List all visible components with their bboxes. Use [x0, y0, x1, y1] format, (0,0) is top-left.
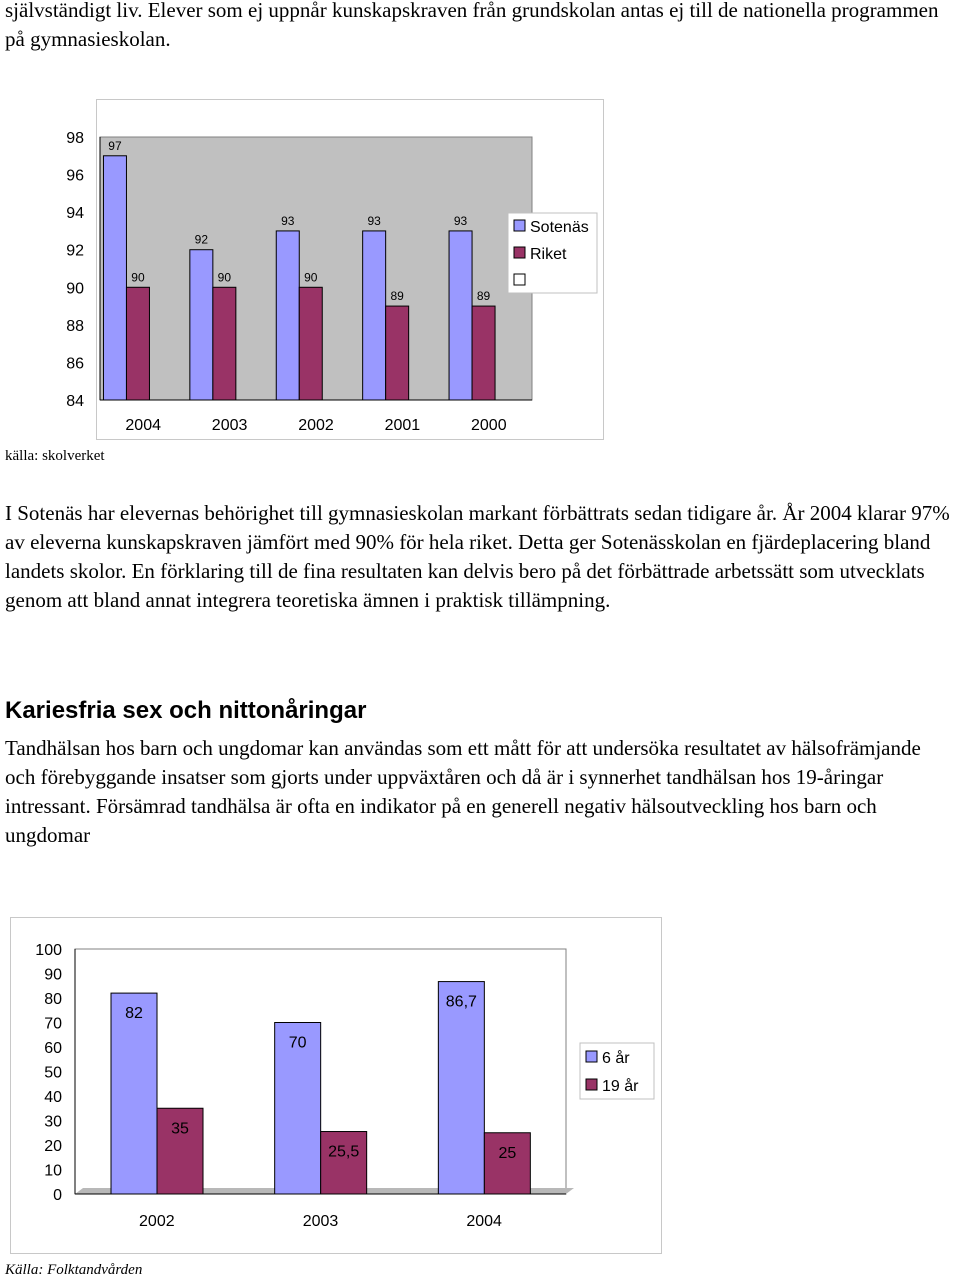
- data-label: 93: [453, 213, 468, 228]
- y-tick-label: 80: [44, 991, 62, 1008]
- y-tick-label: 90: [44, 966, 62, 984]
- x-tick-label: 2004: [466, 1213, 502, 1230]
- data-label: 86,7: [445, 993, 477, 1011]
- chart1-source-note: källa: skolverket: [5, 448, 105, 464]
- data-label: 35: [171, 1120, 189, 1138]
- data-label: 70: [288, 1034, 307, 1052]
- y-tick-label: 40: [44, 1089, 62, 1106]
- data-label: 25: [498, 1144, 517, 1162]
- y-tick-label: 84: [66, 393, 84, 410]
- legend-label: 19 år: [602, 1078, 639, 1095]
- data-label: 93: [367, 213, 381, 228]
- y-tick-label: 90: [66, 280, 84, 298]
- data-label: 90: [217, 270, 232, 285]
- y-tick-label: 86: [66, 355, 84, 373]
- bar-6 år-2002: [111, 993, 157, 1194]
- x-tick-label: 2002: [298, 417, 334, 434]
- legend-label: Sotenäs: [530, 219, 589, 236]
- y-tick-label: 20: [44, 1138, 62, 1155]
- data-label: 97: [108, 138, 122, 153]
- bar-19 år-2003: [321, 1132, 367, 1194]
- x-tick-label: 2001: [384, 417, 421, 434]
- y-tick-label: 98: [66, 130, 84, 147]
- bar-6 år-2004: [438, 982, 484, 1194]
- x-tick-label: 2003: [211, 417, 248, 434]
- legend-swatch: [586, 1079, 597, 1090]
- y-tick-label: 30: [44, 1113, 62, 1131]
- section-heading: Kariesfria sex och nittonåringar: [5, 697, 367, 724]
- data-label: 90: [131, 270, 145, 285]
- y-tick-label: 10: [44, 1162, 62, 1180]
- x-tick-label: 2000: [471, 417, 507, 434]
- x-tick-label: 2003: [302, 1213, 339, 1230]
- y-tick-label: 96: [66, 167, 84, 185]
- data-label: 93: [281, 213, 295, 228]
- y-tick-label: 94: [66, 205, 84, 223]
- data-label: 90: [304, 270, 318, 285]
- bar-19 år-2004: [484, 1133, 530, 1194]
- dental-health-paragraph: Tandhälsan hos barn och ungdomar kan användas som ett mått för att undersöka resultatet av hälsofrämjande och förebyggande insatser som gjorts under uppväxtåren och då är i synnerhet tandhälsan hos 19-åringar intressant. Försämrad tandhälsa är ofta en indikator på en generell negativ hälsoutveckling hos barn och ungdomar: [5, 736, 921, 847]
- legend-swatch: [586, 1051, 597, 1062]
- data-label: 89: [390, 289, 404, 304]
- data-label: 92: [194, 232, 209, 247]
- y-tick-label: 70: [44, 1015, 62, 1033]
- legend-label: Riket: [530, 246, 567, 263]
- x-tick-label: 2004: [125, 417, 161, 434]
- legend-label: 6 år: [602, 1050, 630, 1067]
- data-label: 82: [125, 1005, 143, 1023]
- chart2-source-note: Källa: Folktandvården: [5, 1262, 143, 1278]
- y-tick-label: 100: [35, 942, 62, 959]
- data-label: 89: [476, 289, 491, 304]
- intro-paragraph: självständigt liv. Elever som ej uppnår kunskapskraven från grundskolan antas ej till de nationella programmen på gymnasieskolan.: [5, 0, 939, 51]
- y-tick-label: 0: [53, 1187, 62, 1204]
- y-tick-label: 60: [44, 1040, 62, 1057]
- y-tick-label: 92: [66, 242, 84, 260]
- y-tick-label: 88: [66, 317, 84, 335]
- y-tick-label: 50: [44, 1064, 62, 1082]
- eligibility-paragraph: I Sotenäs har elevernas behörighet till gymnasieskolan markant förbättrats sedan tidigare år. År 2004 klarar 97% av eleverna kunskapskraven jämfört med 90% för hela riket. Detta ger Sotenässkolan en fjärdeplacering bland landets skolor. En förklaring till de fina resultaten kan delvis bero på det förbättrade arbetssätt som utvecklats genom att bland annat integrera teoretiska ämnen i praktisk tillämpning.: [5, 501, 950, 612]
- data-label: 25,5: [328, 1143, 360, 1161]
- x-tick-label: 2002: [139, 1213, 175, 1230]
